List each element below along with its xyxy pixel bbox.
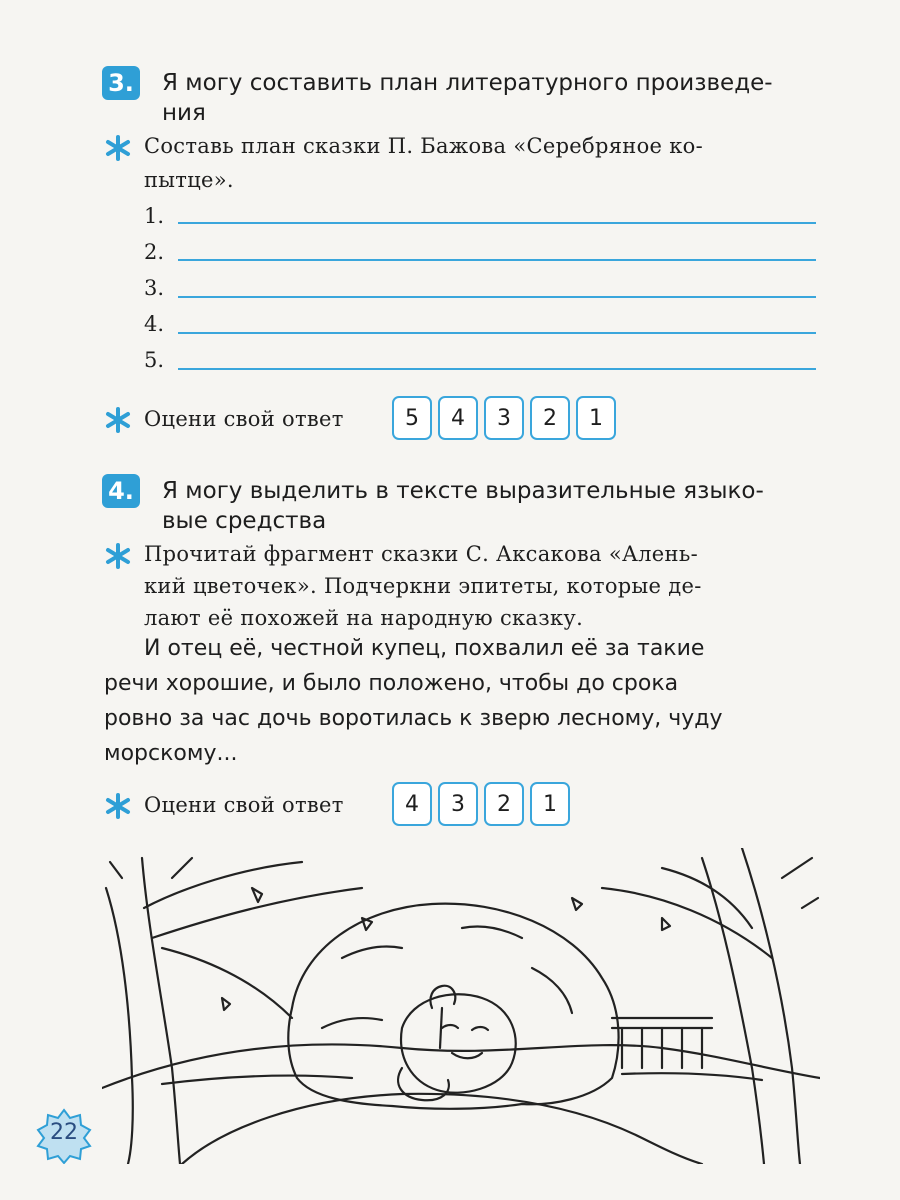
- score-4[interactable]: 4: [438, 396, 478, 440]
- score-3[interactable]: 3: [438, 782, 478, 826]
- task4-rate-label: Оцени свой ответ: [144, 793, 344, 817]
- score-1[interactable]: 1: [530, 782, 570, 826]
- asterisk-icon: [104, 406, 132, 434]
- task-number-3: 3.: [102, 66, 140, 100]
- plan-line-2[interactable]: [178, 259, 816, 261]
- score-5[interactable]: 5: [392, 396, 432, 440]
- score-1[interactable]: 1: [576, 396, 616, 440]
- story-line-3: ровно за час дочь воротилась к зверю лесному, чуду: [104, 706, 723, 731]
- plan-line-5[interactable]: [178, 368, 816, 370]
- plan-number-4: 4.: [144, 312, 165, 336]
- story-line-4: морскому...: [104, 741, 238, 766]
- task3-rate-label: Оцени свой ответ: [144, 407, 344, 431]
- page-number: 22: [50, 1120, 78, 1145]
- plan-line-3[interactable]: [178, 296, 816, 298]
- asterisk-icon: [104, 542, 132, 570]
- score-2[interactable]: 2: [530, 396, 570, 440]
- plan-number-1: 1.: [144, 204, 165, 228]
- task3-instruction-line1: Составь план сказки П. Бажова «Серебряное ко-: [144, 134, 703, 158]
- task4-title-line1: Я могу выделить в тексте выразительные языко-: [162, 478, 764, 504]
- plan-line-4[interactable]: [178, 332, 816, 334]
- task3-score-boxes: [392, 396, 616, 440]
- story-line-2: речи хорошие, и было положено, чтобы до срока: [104, 671, 679, 696]
- task3-title-line1: Я могу составить план литературного произведе-: [162, 70, 773, 96]
- score-4[interactable]: 4: [392, 782, 432, 826]
- asterisk-icon: [104, 792, 132, 820]
- plan-number-2: 2.: [144, 240, 165, 264]
- task4-instruction-line3: лают её похожей на народную сказку.: [144, 606, 584, 630]
- beast-illustration: [102, 848, 820, 1164]
- task4-title-line2: вые средства: [162, 508, 327, 534]
- task4-instruction-line1: Прочитай фрагмент сказки С. Аксакова «Алень-: [144, 542, 698, 566]
- plan-number-5: 5.: [144, 348, 165, 372]
- story-line-1: И отец её, честной купец, похвалил её за такие: [144, 636, 705, 661]
- score-3[interactable]: 3: [484, 396, 524, 440]
- score-2[interactable]: 2: [484, 782, 524, 826]
- task4-instruction-line2: кий цветочек». Подчеркни эпитеты, которые де-: [144, 574, 702, 598]
- task3-title-line2: ния: [162, 100, 206, 126]
- task4-score-boxes: [392, 782, 570, 826]
- plan-number-3: 3.: [144, 276, 165, 300]
- asterisk-icon: [104, 134, 132, 162]
- task3-instruction-line2: пытце».: [144, 168, 234, 192]
- plan-line-1[interactable]: [178, 222, 816, 224]
- task-number-4: 4.: [102, 474, 140, 508]
